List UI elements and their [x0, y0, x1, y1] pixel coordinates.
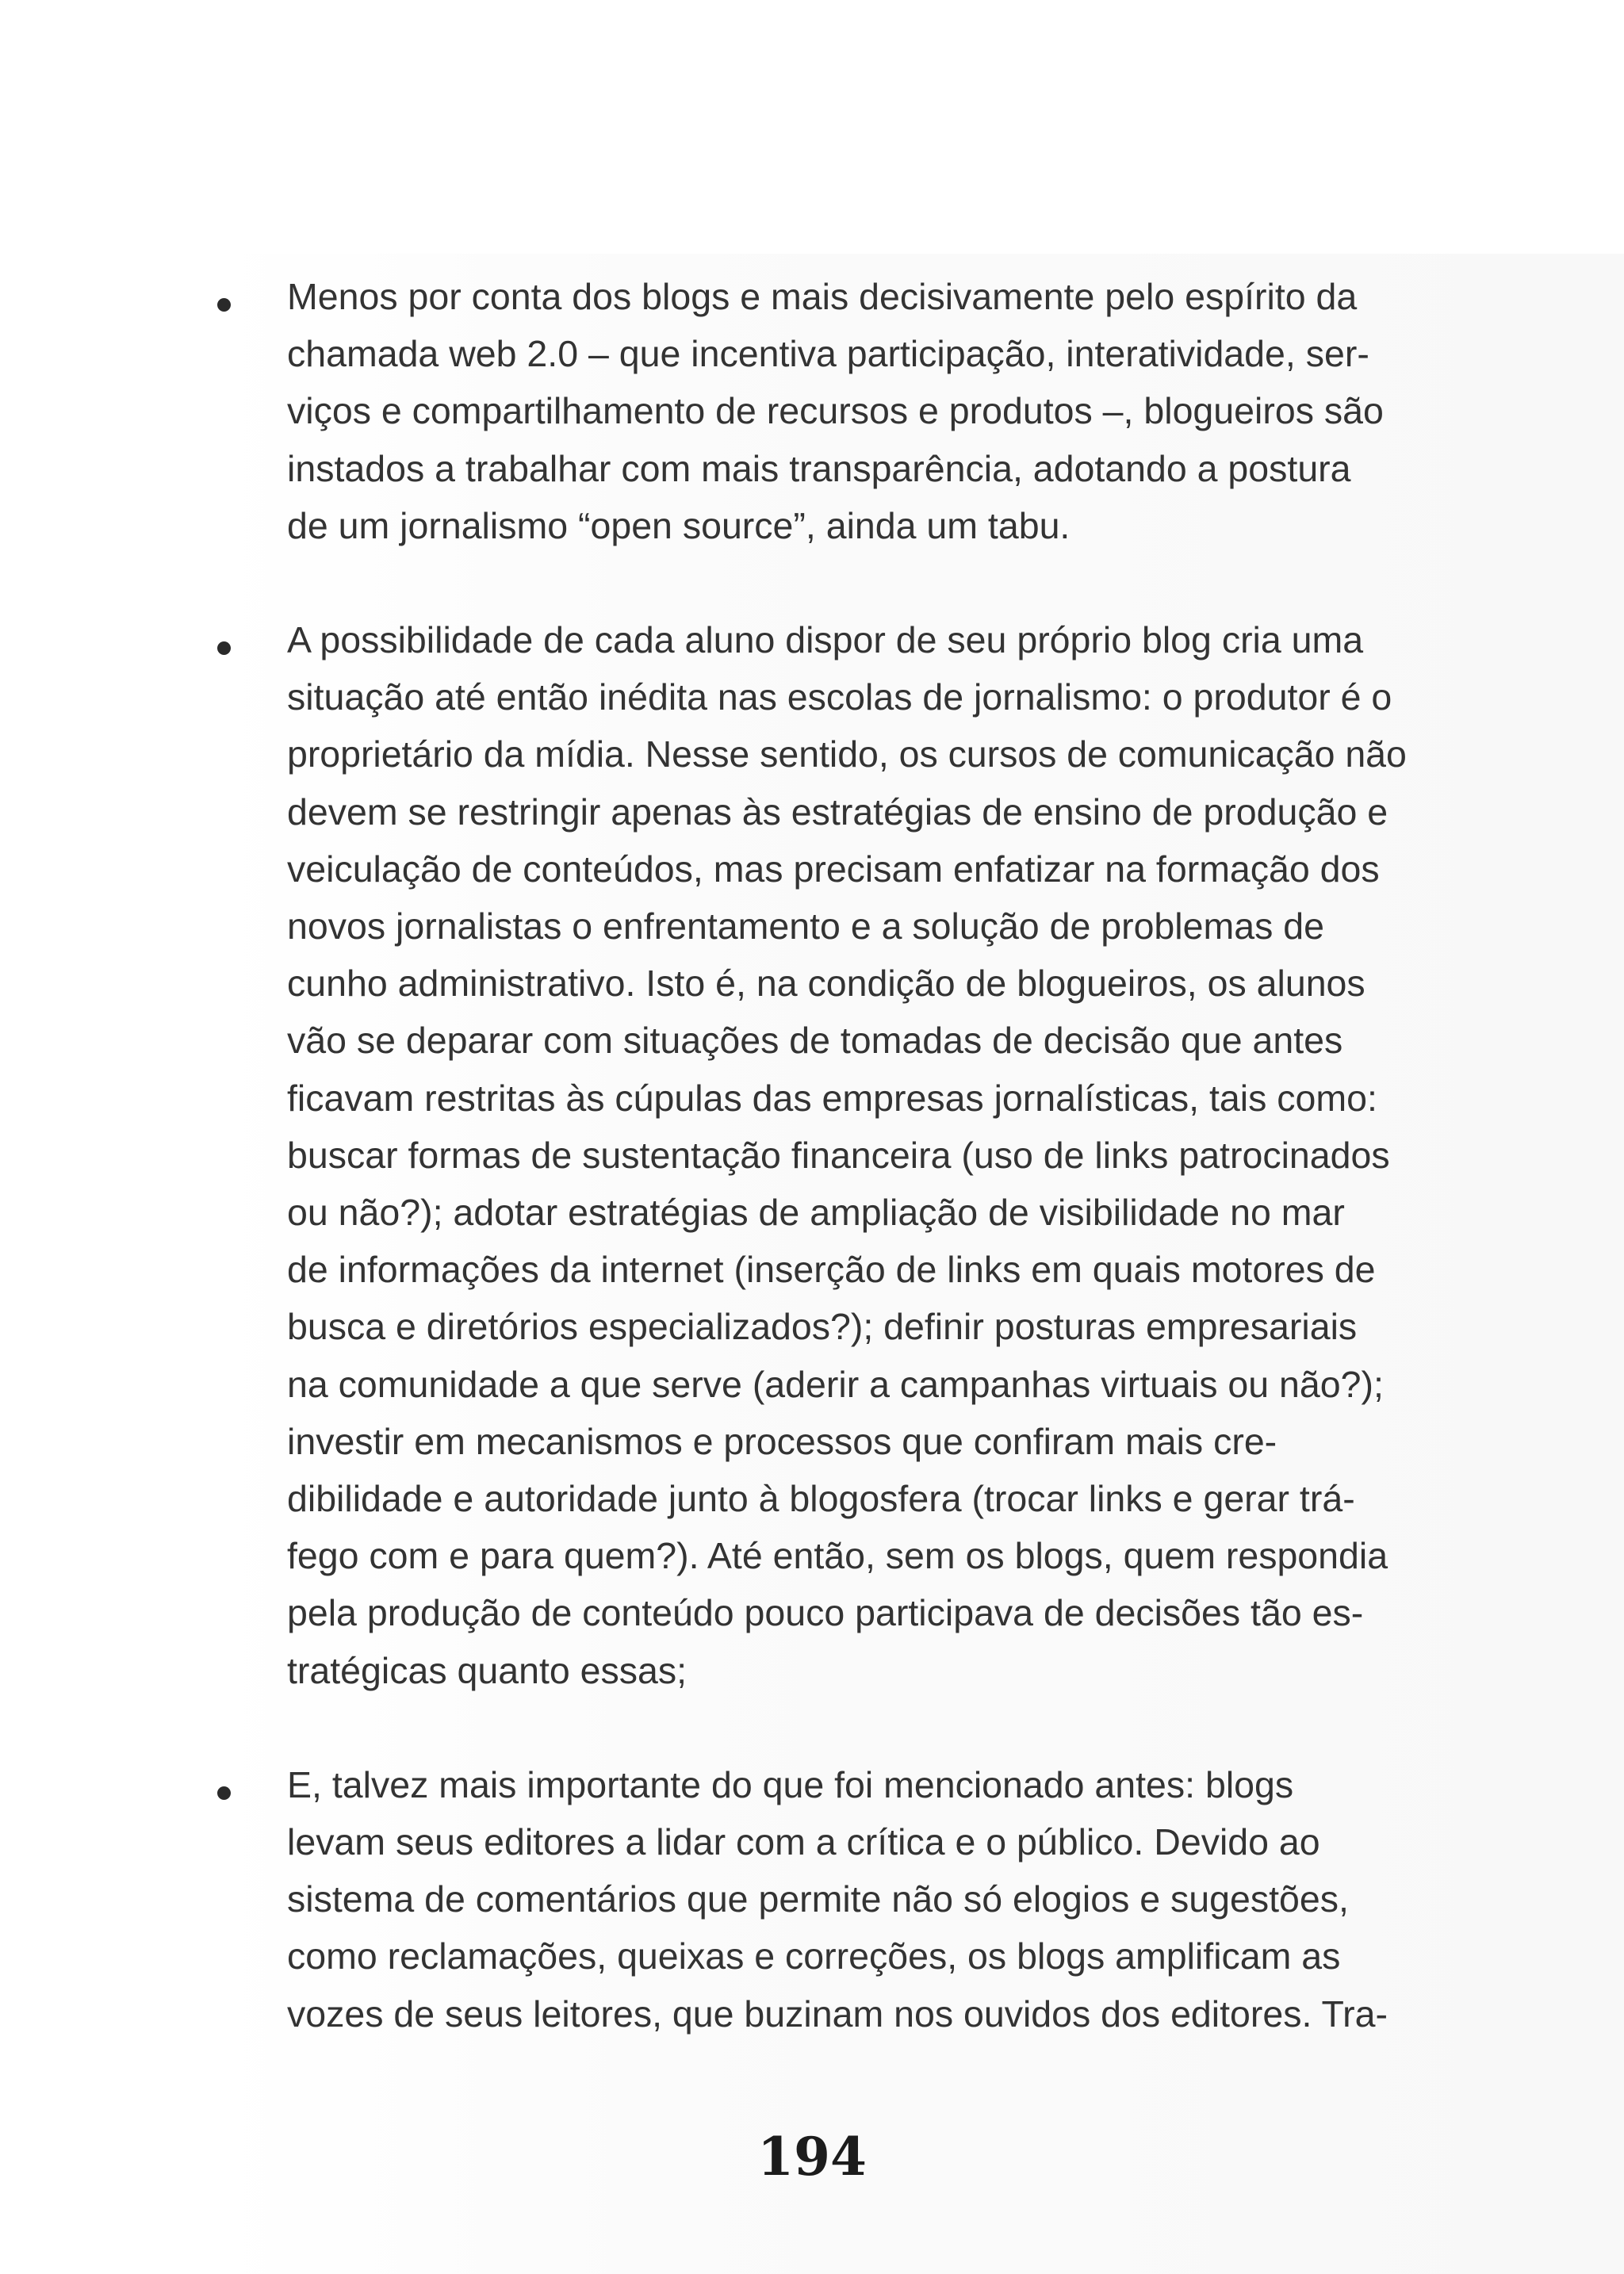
bullet-item	[0, 268, 1624, 554]
text-line: buscar formas de sustentação financeira (uso de links patrocinados	[287, 1134, 1390, 1176]
text-line: novos jornalistas o enfrentamento e a solução de problemas de	[287, 905, 1324, 948]
text-line: tratégicas quanto essas;	[287, 1649, 688, 1691]
text-line: dibilidade e autoridade junto à blogosfera (trocar links e gerar trá-	[287, 1478, 1355, 1520]
text-line: investir em mecanismos e processos que confiram mais cre-	[287, 1420, 1277, 1462]
bullet-dot-icon	[217, 298, 231, 312]
text-line: sistema de comentários que permite não só elogios e sugestões,	[287, 1878, 1349, 1920]
text-line: fego com e para quem?). Até então, sem os blogs, quem respondia	[287, 1535, 1388, 1577]
page-number: 194	[757, 2126, 867, 2188]
text-line: devem se restringir apenas às estratégias de ensino de produção e	[287, 791, 1388, 833]
text-line: na comunidade a que serve (aderir a campanhas virtuais ou não?);	[287, 1363, 1384, 1405]
bullet-list	[0, 268, 1624, 2100]
bullet-paragraph	[287, 611, 1407, 1699]
text-line: como reclamações, queixas e correções, os blogs amplificam as	[287, 1935, 1341, 1977]
text-line: chamada web 2.0 – que incentiva participação, interatividade, ser-	[287, 333, 1369, 375]
text-line: Menos por conta dos blogs e mais decisivamente pelo espírito da	[287, 276, 1358, 317]
text-line: pela produção de conteúdo pouco participava de decisões tão es-	[287, 1592, 1364, 1634]
text-line: viços e compartilhamento de recursos e produtos –, blogueiros são	[287, 390, 1384, 432]
bullet-item	[0, 611, 1624, 1699]
text-line: E, talvez mais importante do que foi mencionado antes: blogs	[287, 1763, 1294, 1805]
text-line: busca e diretórios especializados?); definir posturas empresariais	[287, 1306, 1358, 1348]
bullet-item	[0, 1756, 1624, 2042]
text-line: proprietário da mídia. Nesse sentido, os cursos de comunicação não	[287, 733, 1407, 775]
bullet-dot-icon	[217, 1786, 231, 1800]
text-line: instados a trabalhar com mais transparência, adotando a postura	[287, 447, 1351, 489]
text-line: A possibilidade de cada aluno dispor de seu próprio blog cria uma	[287, 619, 1364, 661]
text-line: vão se deparar com situações de tomadas de decisão que antes	[287, 1020, 1343, 1062]
text-line: ficavam restritas às cúpulas das empresas jornalísticas, tais como:	[287, 1077, 1377, 1119]
text-line: levam seus editores a lidar com a crítica e o público. Devido ao	[287, 1821, 1320, 1863]
text-line: cunho administrativo. Isto é, na condição de blogueiros, os alunos	[287, 963, 1365, 1005]
text-line: situação até então inédita nas escolas de jornalismo: o produtor é o	[287, 676, 1392, 718]
text-line: de um jornalismo “open source”, ainda um tabu.	[287, 504, 1071, 546]
text-line: ou não?); adotar estratégias de ampliação de visibilidade no mar	[287, 1192, 1345, 1234]
bullet-dot-icon	[217, 641, 231, 655]
text-line: vozes de seus leitores, que buzinam nos ouvidos dos editores. Tra-	[287, 1993, 1388, 2035]
text-line: de informações da internet (inserção de links em quais motores de	[287, 1249, 1376, 1291]
bullet-paragraph	[287, 268, 1407, 554]
bullet-paragraph	[287, 1756, 1407, 2042]
text-line: veiculação de conteúdos, mas precisam enfatizar na formação dos	[287, 848, 1380, 890]
